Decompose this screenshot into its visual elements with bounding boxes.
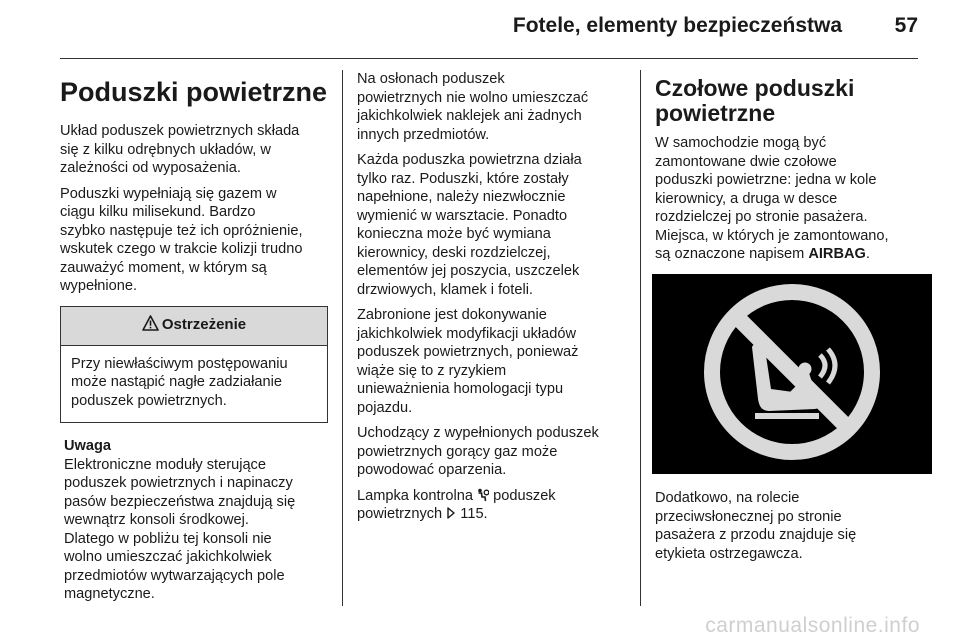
column-divider-right [640, 70, 641, 606]
section-heading: Poduszki powietrzne [60, 77, 328, 107]
watermark: carmanualsonline.info [705, 614, 920, 637]
no-rear-facing-child-seat-icon [697, 277, 887, 472]
sunvisor-paragraph: Dodatkowo, na rolecie przeciwsłonecznej po stronie pasażera z przodu znajduje się etykieta ostrzegawcza. [655, 490, 857, 562]
column-3 [655, 70, 925, 271]
column-divider-left [342, 70, 343, 606]
warning-title: Ostrzeżenie [161, 316, 247, 334]
warning-triangle-icon [142, 315, 159, 337]
warning-text: Przy niewłaściwym postępowaniu może nastąpić nagłe zadziałanie poduszek powietrznych. [71, 355, 288, 409]
modification-paragraph: Zabronione jest dokonywanie jakichkolwiek modyfikacji układów poduszek powietrznych, ponieważ wiąże się to z ryzykiem unieważnienia homologacji typu pojazdu. [357, 307, 579, 416]
airbag-indicator-icon [477, 488, 489, 504]
warning-box [60, 306, 328, 424]
front-airbags-text: W samochodzie mogą być zamontowane dwie czołowe poduszki powietrzne: jedna w kole kierownicy, a druga w desce rozdzielczej po stronie pasażera. Miejsca, w których je zamontowano, są oznaczone napisem [655, 135, 889, 262]
hot-gas-paragraph: Uchodzący z wypełnionych poduszek powietrznych gorący gaz może powodować oparzenia. [357, 425, 599, 478]
page-number: 57 [894, 14, 918, 37]
header-rule [60, 58, 918, 59]
page-reference-arrow-icon [446, 506, 456, 522]
indicator-text-prefix: Lampka kontrolna [357, 487, 478, 504]
indicator-paragraph [357, 487, 629, 524]
front-airbags-heading: Czołowe poduszki powietrzne [655, 75, 855, 126]
inflation-paragraph: Poduszki wypełniają się gazem w ciągu kilku milisekund. Bardzo szybko następuje też ich opróżnienie, wskutek czego w trakcie kolizji trudno zauważyć moment, w którym są wypełnione. [60, 185, 303, 294]
column-2 [357, 70, 629, 531]
column-1 [60, 70, 328, 604]
note-title: Uwaga [64, 438, 112, 454]
note-text: Elektroniczne moduły sterujące poduszek powietrznych i napinaczy pasów bezpieczeństwa znajdują się wewnątrz konsoli środkowej. Dlatego w pobliżu tej konsoli nie wolno umieszczać jakichkolwiek przedmiotów wytwarzających pole magnetyczne. [64, 456, 296, 602]
indicator-text-mid: poduszek powietrznych [357, 487, 556, 522]
front-airbags-paragraph [655, 134, 925, 264]
intro-paragraph: Układ poduszek powietrznych składa się z kilku odrębnych układów, w zależności od wyposażenia. [60, 123, 300, 176]
single-use-paragraph: Każda poduszka powietrzna działa tylko raz. Poduszki, które zostały napełnione, należy niezwłocznie wymienić w warsztacie. Ponadto konieczna może być wymiana kierownicy, deski rozdzielczej, elementów jej poszycia, uszczelek drzwiowych, klamek i foteli. [357, 152, 582, 298]
indicator-page-ref: 115. [456, 506, 488, 522]
stickers-paragraph: Na osłonach poduszek powietrznych nie wolno umieszczać jakichkolwiek naklejek ani żadnych innych przedmiotów. [357, 71, 589, 143]
warning-header [61, 307, 327, 346]
header-title: Fotele, elementy bezpieczeństwa [512, 14, 842, 37]
airbag-label: AIRBAG [808, 246, 866, 262]
note [60, 437, 328, 604]
column-3-lower [655, 489, 925, 570]
front-airbags-period: . [865, 246, 870, 262]
airbag-warning-image [652, 274, 932, 474]
